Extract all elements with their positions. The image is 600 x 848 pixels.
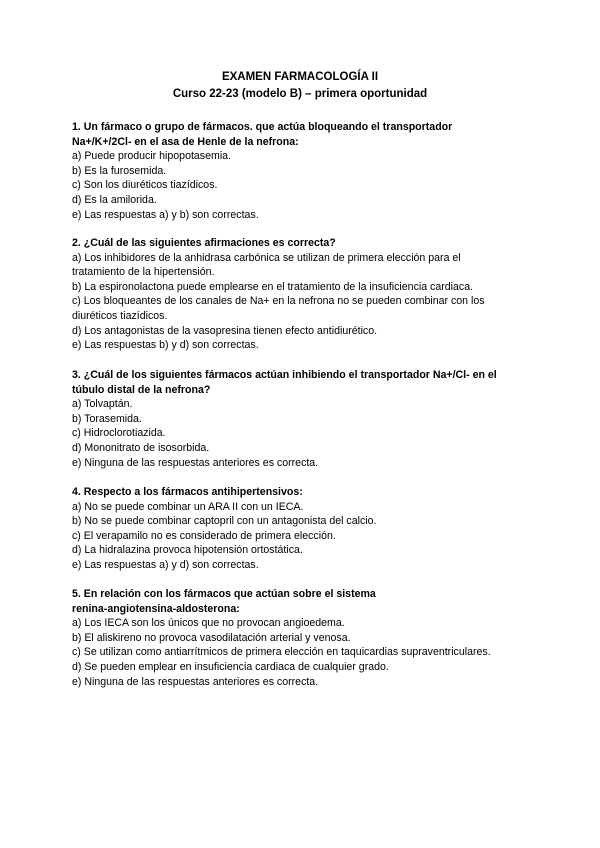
- question-3-option-e: e) Ninguna de las respuestas anteriores es correcta.: [72, 456, 319, 469]
- question-4-option-a: a) No se puede combinar un ARA II con un IECA.: [72, 500, 304, 513]
- exam-subtitle: Curso 22-23 (modelo B) – primera oportunidad: [172, 88, 428, 100]
- question-2: [72, 236, 528, 353]
- question-1-option-d: d) Es la amilorida.: [72, 193, 157, 206]
- question-2-option-b: b) La espironolactona puede emplearse en el tratamiento de la insuficiencia cardiaca.: [72, 280, 474, 293]
- question-1-option-b: b) Es la furosemida.: [72, 164, 167, 177]
- question-4-option-d: d) La hidralazina provoca hipotensión ortostática.: [72, 544, 303, 557]
- question-3-text-line-1: 3. ¿Cuál de los siguientes fármacos actúan inhibiendo el transportador Na+/Cl- en el: [72, 369, 497, 381]
- question-4: [72, 485, 528, 573]
- question-2-option-c-line-1: c) Los bloqueantes de los canales de Na+ en la nefrona no se pueden combinar con los: [72, 295, 485, 308]
- question-3-option-b: b) Torasemida.: [72, 412, 142, 425]
- question-1-option-e: e) Las respuestas a) y b) son correctas.: [72, 208, 259, 221]
- question-1: [72, 120, 528, 222]
- question-5-option-b: b) El aliskireno no provoca vasodilatación arterial y venosa.: [72, 631, 351, 644]
- question-1-text-line-1: 1. Un fármaco o grupo de fármacos. que actúa bloqueando el transportador: [72, 121, 453, 133]
- question-4-option-b: b) No se puede combinar captopril con un antagonista del calcio.: [72, 515, 377, 528]
- question-5-option-d: d) Se pueden emplear en insuficiencia cardiaca de cualquier grado.: [72, 660, 389, 673]
- question-3-option-d: d) Mononitrato de isosorbida.: [72, 441, 210, 454]
- exam-title: EXAMEN FARMACOLOGÍA II: [221, 71, 379, 83]
- question-1-option-a: a) Puede producir hipopotasemia.: [72, 150, 232, 163]
- question-2-option-a-line-1: a) Los inhibidores de la anhidrasa carbónica se utilizan de primera elección para el: [72, 251, 461, 264]
- question-2-text-line-1: 2. ¿Cuál de las siguientes afirmaciones es correcta?: [72, 237, 336, 249]
- question-5: [72, 587, 528, 689]
- question-2-option-d: d) Los antagonistas de la vasopresina tienen efecto antidiurético.: [72, 324, 378, 337]
- question-4-option-c: c) El verapamilo no es considerado de primera elección.: [72, 529, 336, 542]
- question-5-text-line-1: 5. En relación con los fármacos que actúan sobre el sistema: [72, 588, 376, 600]
- question-2-option-c-line-2: diuréticos tiazídicos.: [72, 309, 168, 322]
- question-5-option-a: a) Los IECA son los únicos que no provocan angioedema.: [72, 617, 345, 630]
- question-5-option-c: c) Se utilizan como antiarrítmicos de primera elección en taquicardias supraventriculares.: [72, 646, 491, 659]
- question-4-text-line-1: 4. Respecto a los fármacos antihipertensivos:: [72, 486, 303, 498]
- question-3-option-a: a) Tolvaptán.: [72, 398, 133, 411]
- question-5-text-line-2: renina-angiotensina-aldosterona:: [72, 602, 240, 615]
- question-3-option-c: c) Hidroclorotiazida.: [72, 427, 166, 440]
- question-5-option-e: e) Ninguna de las respuestas anteriores es correcta.: [72, 675, 319, 688]
- question-4-option-e: e) Las respuestas a) y d) son correctas.: [72, 558, 259, 571]
- question-2-option-a-line-2: tratamiento de la hipertensión.: [72, 266, 215, 279]
- question-3-text-line-2: túbulo distal de la nefrona?: [72, 383, 211, 396]
- question-1-option-c: c) Son los diuréticos tiazídicos.: [72, 179, 218, 192]
- question-2-option-e: e) Las respuestas b) y d) son correctas.: [72, 339, 259, 352]
- question-3: [72, 368, 528, 470]
- question-1-text-line-2: Na+/K+/2Cl- en el asa de Henle de la nefrona:: [72, 135, 299, 148]
